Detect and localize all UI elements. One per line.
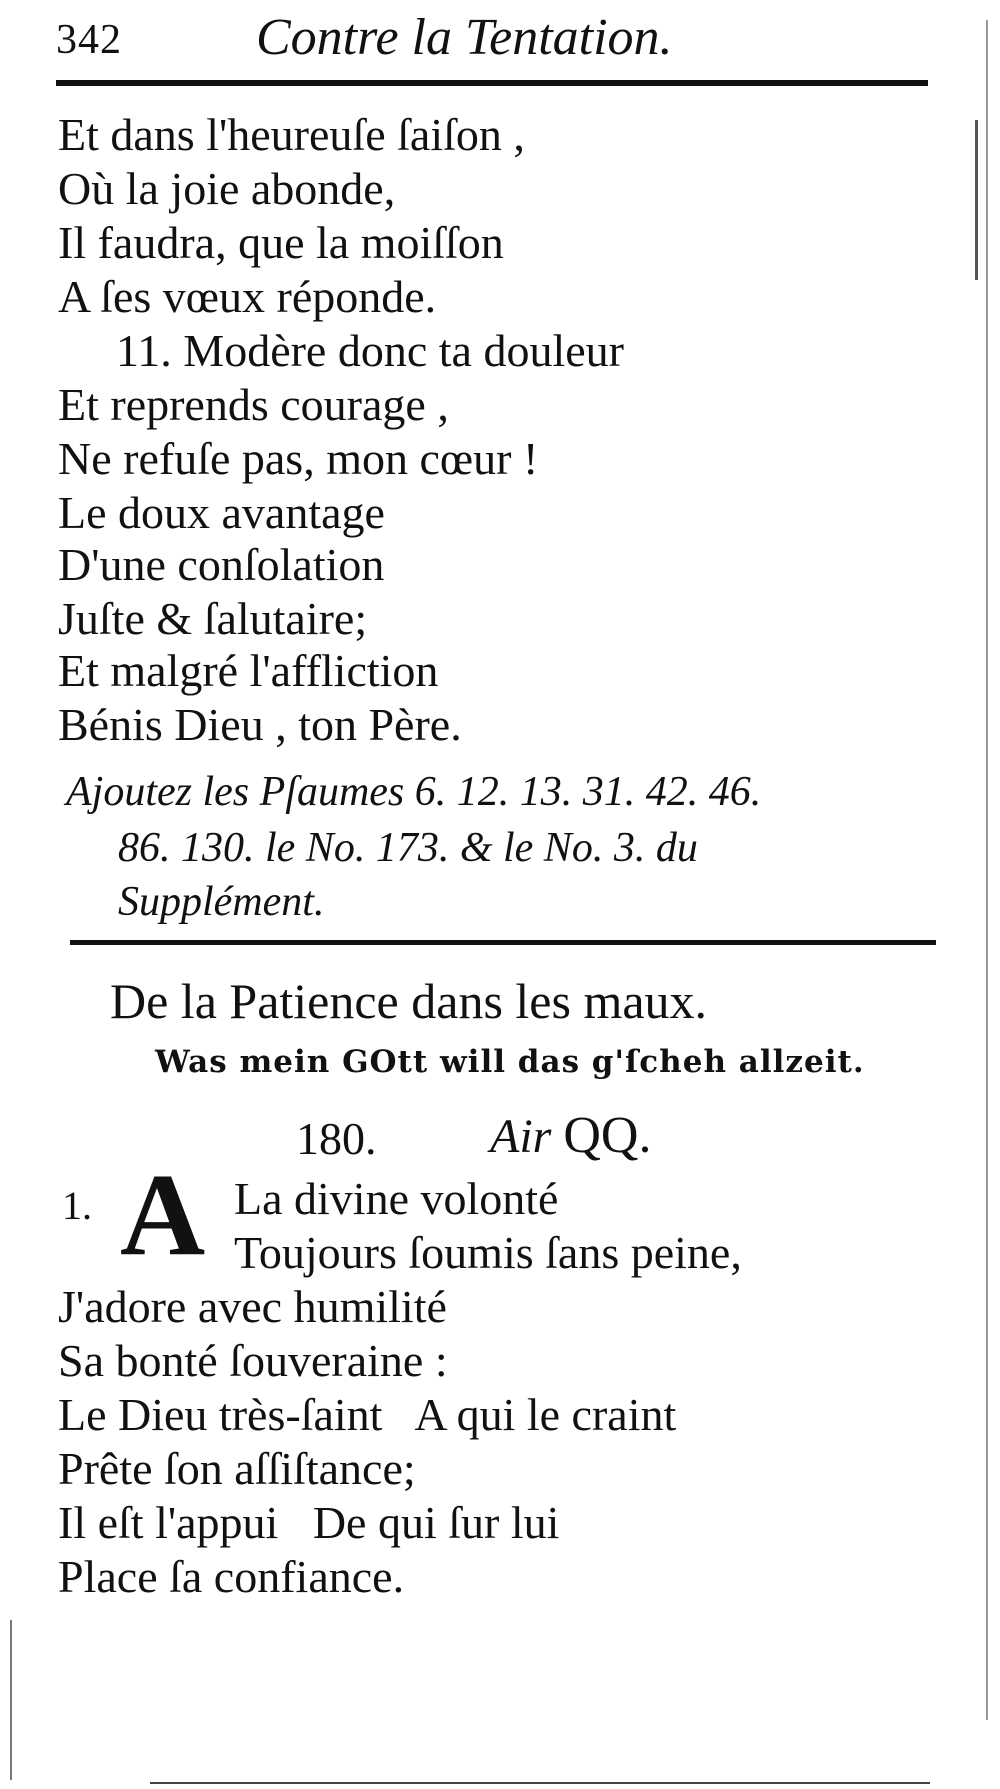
note-line: 86. 130. le No. 173. & le No. 3. du — [118, 825, 698, 871]
hymn-line: Le Dieu très-ſaint A qui le craint — [58, 1389, 677, 1440]
page-number: 342 — [56, 17, 122, 63]
verse-line: Il faudra, que la moiſſon — [58, 217, 504, 268]
page-edge-line — [150, 1782, 930, 1784]
verse-line: 11. Modère donc ta douleur — [116, 325, 624, 376]
stanza-number: 1. — [62, 1183, 92, 1228]
hymn-line: Place ſa confiance. — [58, 1551, 405, 1602]
verse-line: Bénis Dieu , ton Père. — [58, 699, 462, 750]
running-head: Contre la Tentation. — [256, 9, 673, 66]
hymn-line: Sa bonté ſouveraine : — [58, 1335, 448, 1386]
hymn-line: Il eſt l'appui De qui ſur lui — [58, 1497, 560, 1548]
air-heading — [490, 1106, 651, 1165]
air-label: Air — [490, 1110, 552, 1163]
section-title: De la Patience dans les maux. — [110, 973, 708, 1029]
verse-line: Ne refuſe pas, mon cœur ! — [58, 433, 539, 484]
note-line: Ajoutez les Pſaumes 6. 12. 13. 31. 42. 46. — [66, 769, 762, 815]
drop-cap: A — [120, 1149, 206, 1280]
header-rule — [56, 80, 928, 86]
verse-line: Et malgré l'affliction — [58, 645, 439, 696]
page-edge-line — [986, 20, 988, 1720]
hymn-line: J'adore avec humilité — [58, 1281, 447, 1332]
verse-line: Et dans l'heureuſe ſaiſon , — [58, 109, 525, 160]
verse-line: A ſes vœux réponde. — [58, 271, 437, 322]
section-rule — [70, 940, 936, 945]
hymn-line: La divine volonté — [234, 1173, 559, 1224]
verse-line: D'une conſolation — [58, 539, 385, 590]
note-line: Supplément. — [118, 879, 325, 925]
tune-name: Was mein GOtt will das g'ſcheh allzeit. — [155, 1044, 865, 1080]
verse-line: Juſte & ſalutaire; — [58, 593, 368, 644]
hymn-line: Toujours ſoumis ſans peine, — [234, 1227, 742, 1278]
verse-line: Où la joie abonde, — [58, 163, 396, 214]
hymn-number: 180. — [296, 1113, 377, 1164]
page-edge-line — [975, 120, 978, 280]
page-edge-line — [10, 1620, 12, 1780]
hymn-line: Prête ſon aſſiſtance; — [58, 1443, 416, 1494]
verse-line: Et reprends courage , — [58, 379, 449, 430]
verse-line: Le doux avantage — [58, 487, 385, 538]
air-name: QQ. — [563, 1107, 652, 1164]
